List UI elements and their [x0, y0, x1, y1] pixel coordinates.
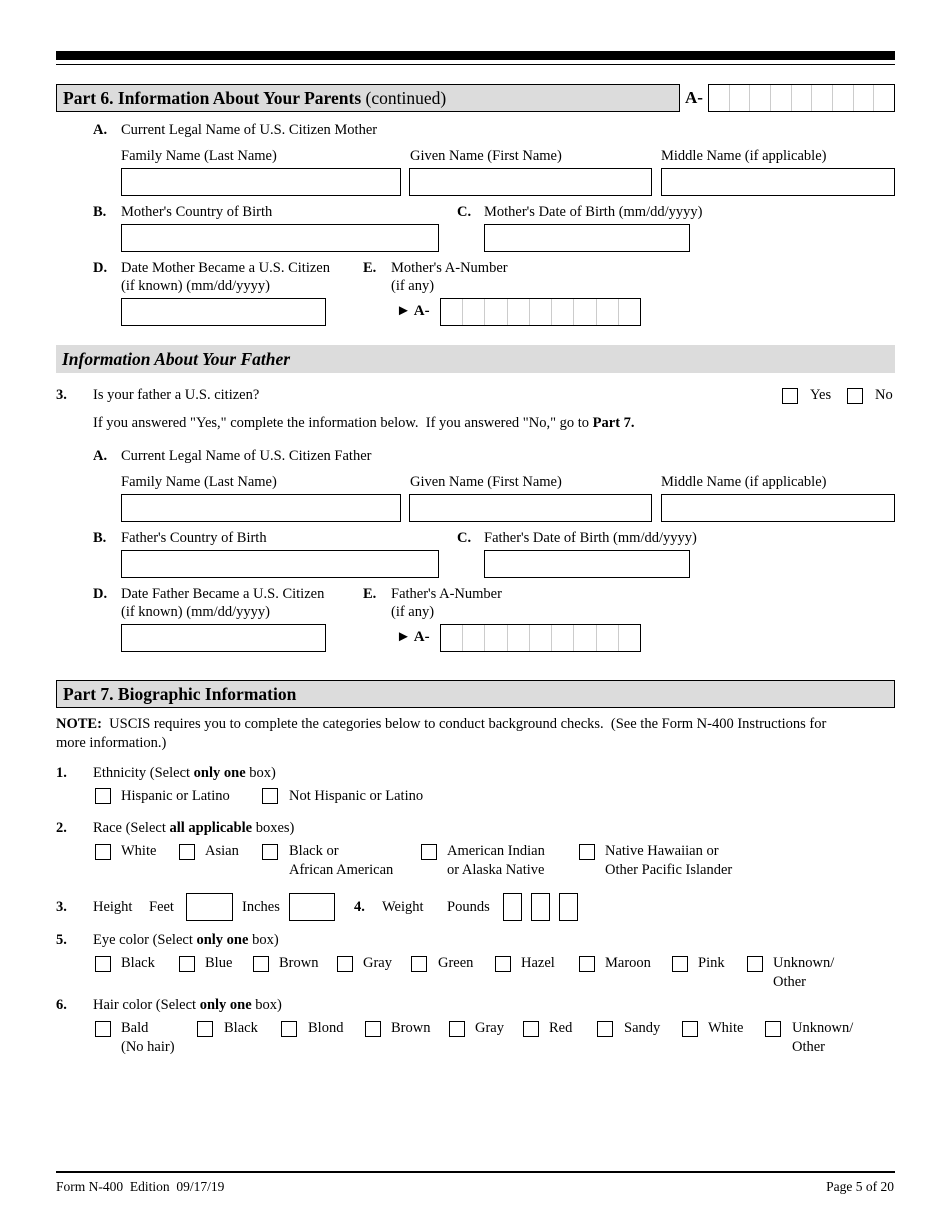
top-thick-rule: [56, 51, 895, 60]
hair-black-checkbox[interactable]: [197, 1021, 213, 1037]
father-section-header: Information About Your Father: [56, 345, 895, 373]
race-asian-checkbox[interactable]: [179, 844, 195, 860]
hair-white-checkbox[interactable]: [682, 1021, 698, 1037]
eye-blue-label: Blue: [205, 955, 233, 971]
hair-q-pre: Hair color (Select: [93, 997, 200, 1013]
pounds-label: Pounds: [447, 899, 490, 915]
ethnicity-not-hispanic-label: Not Hispanic or Latino: [289, 788, 424, 804]
hair-q-post: box): [251, 997, 282, 1013]
father-q-text: Is your father a U.S. citizen?: [93, 387, 260, 403]
part7-note-line1: [56, 716, 826, 733]
race-black-checkbox[interactable]: [262, 844, 278, 860]
father-citizen-date-field[interactable]: [121, 624, 326, 652]
eye-pink-label: Pink: [698, 955, 725, 971]
hair-black-label: Black: [224, 1020, 258, 1036]
part7-header: Part 7. Biographic Information: [56, 680, 895, 708]
mother-given-label: Given Name (First Name): [410, 148, 562, 164]
eye-q-pre: Eye color (Select: [93, 932, 197, 948]
mother-anumber-prefix: ► A-: [396, 303, 430, 319]
race-native-hawaiian-label2: Other Pacific Islander: [605, 862, 733, 878]
eye-hazel-checkbox[interactable]: [495, 956, 511, 972]
eye-pink-checkbox[interactable]: [672, 956, 688, 972]
race-q-bold: all applicable: [169, 820, 253, 836]
part7-note-line2: more information.): [56, 735, 167, 751]
race-asian-label: Asian: [205, 843, 239, 859]
father-given-label: Given Name (First Name): [410, 474, 562, 490]
race-native-hawaiian-label1: Native Hawaiian or: [605, 843, 719, 859]
top-thin-rule: [56, 64, 895, 65]
father-middle-label: Middle Name (if applicable): [661, 474, 827, 490]
note-label: NOTE:: [56, 716, 102, 732]
part6-header-title: Part 6. Information About Your Parents: [63, 88, 362, 108]
part6-header: [56, 84, 680, 112]
father-instructions-bold: Part 7.: [592, 415, 635, 431]
father-citizen-yes-checkbox[interactable]: [782, 388, 798, 404]
ethnicity-q-pre: Ethnicity (Select: [93, 765, 194, 781]
mother-a-letter: A.: [93, 122, 108, 138]
race-q-pre: Race (Select: [93, 820, 170, 836]
father-b-label: Father's Country of Birth: [121, 530, 267, 546]
mother-middle-name-field[interactable]: [661, 168, 895, 196]
father-citizen-yes-label: Yes: [810, 387, 832, 403]
hair-blond-label: Blond: [308, 1020, 344, 1036]
eye-question: [93, 932, 279, 949]
mother-e-label1: Mother's A-Number: [391, 260, 508, 276]
father-dob-field[interactable]: [484, 550, 690, 578]
weight-num: 4.: [354, 899, 365, 915]
mother-c-label: Mother's Date of Birth (mm/dd/yyyy): [484, 204, 703, 220]
footer-form-edition: Form N-400 Edition 09/17/19: [56, 1179, 225, 1194]
mother-middle-label: Middle Name (if applicable): [661, 148, 827, 164]
ethnicity-hispanic-label: Hispanic or Latino: [121, 788, 230, 804]
father-e-label1: Father's A-Number: [391, 586, 502, 602]
father-middle-name-field[interactable]: [661, 494, 895, 522]
eye-blue-checkbox[interactable]: [179, 956, 195, 972]
eye-maroon-label: Maroon: [605, 955, 651, 971]
mother-family-name-field[interactable]: [121, 168, 401, 196]
father-family-label: Family Name (Last Name): [121, 474, 277, 490]
mother-citizen-date-field[interactable]: [121, 298, 326, 326]
feet-label: Feet: [149, 899, 174, 915]
ethnicity-num: 1.: [56, 765, 67, 781]
hair-q-bold: only one: [199, 997, 252, 1013]
father-a-label: Current Legal Name of U.S. Citizen Father: [121, 448, 372, 464]
ethnicity-q-bold: only one: [193, 765, 246, 781]
ethnicity-hispanic-checkbox[interactable]: [95, 788, 111, 804]
mother-dob-field[interactable]: [484, 224, 690, 252]
hair-unknown-label2: Other: [792, 1039, 826, 1055]
race-american-indian-checkbox[interactable]: [421, 844, 437, 860]
hair-unknown-checkbox[interactable]: [765, 1021, 781, 1037]
race-q-post: boxes): [252, 820, 295, 836]
mother-a-label: Current Legal Name of U.S. Citizen Mother: [121, 122, 378, 138]
eye-green-label: Green: [438, 955, 474, 971]
race-american-indian-label2: or Alaska Native: [447, 862, 545, 878]
father-a-letter: A.: [93, 448, 108, 464]
race-native-hawaiian-checkbox[interactable]: [579, 844, 595, 860]
race-num: 2.: [56, 820, 67, 836]
eye-black-checkbox[interactable]: [95, 956, 111, 972]
eye-hazel-label: Hazel: [521, 955, 555, 971]
mother-b-letter: B.: [93, 204, 107, 220]
eye-q-post: box): [248, 932, 279, 948]
hair-red-label: Red: [549, 1020, 573, 1036]
mother-e-label2: (if any): [391, 278, 435, 294]
race-black-label1: Black or: [289, 843, 339, 859]
hair-sandy-label: Sandy: [624, 1020, 661, 1036]
note-text-1: USCIS requires you to complete the categories below to conduct background checks. (See the Form N-400 Instructions for: [101, 716, 827, 732]
mother-e-letter: E.: [363, 260, 377, 276]
weight-digit-2-field[interactable]: [531, 893, 550, 921]
father-d-letter: D.: [93, 586, 108, 602]
hair-bald-label2: (No hair): [121, 1039, 175, 1055]
hair-blond-checkbox[interactable]: [281, 1021, 297, 1037]
father-instructions-text: If you answered "Yes," complete the information below. If you answered "No," go to: [93, 415, 593, 431]
hair-unknown-label1: Unknown/: [792, 1020, 854, 1036]
father-c-label: Father's Date of Birth (mm/dd/yyyy): [484, 530, 697, 546]
hair-sandy-checkbox[interactable]: [597, 1021, 613, 1037]
father-c-letter: C.: [457, 530, 472, 546]
height-feet-field[interactable]: [186, 893, 233, 921]
father-citizen-no-checkbox[interactable]: [847, 388, 863, 404]
mother-given-name-field[interactable]: [409, 168, 652, 196]
father-instructions: [93, 415, 635, 432]
eye-gray-label: Gray: [363, 955, 392, 971]
father-given-name-field[interactable]: [409, 494, 652, 522]
eye-q-bold: only one: [196, 932, 249, 948]
weight-digit-1-field[interactable]: [503, 893, 522, 921]
weight-digit-3-field[interactable]: [559, 893, 578, 921]
mother-c-letter: C.: [457, 204, 472, 220]
race-white-label: White: [121, 843, 157, 859]
footer-page-number: Page 5 of 20: [826, 1179, 894, 1194]
eye-unknown-label1: Unknown/: [773, 955, 835, 971]
race-black-label2: African American: [289, 862, 394, 878]
footer-rule: [56, 1171, 895, 1173]
father-citizen-no-label: No: [875, 387, 893, 403]
ethnicity-not-hispanic-checkbox[interactable]: [262, 788, 278, 804]
father-country-birth-field[interactable]: [121, 550, 439, 578]
mother-country-birth-field[interactable]: [121, 224, 439, 252]
hair-question: [93, 997, 282, 1014]
hair-bald-label1: Bald: [121, 1020, 149, 1036]
hair-red-checkbox[interactable]: [523, 1021, 539, 1037]
a-number-header-field[interactable]: [708, 84, 895, 112]
mother-d-label2: (if known) (mm/dd/yyyy): [121, 278, 271, 294]
inches-label: Inches: [242, 899, 280, 915]
ethnicity-question: [93, 765, 276, 782]
race-question: [93, 820, 294, 837]
father-d-label2: (if known) (mm/dd/yyyy): [121, 604, 271, 620]
eye-black-label: Black: [121, 955, 155, 971]
eye-green-checkbox[interactable]: [411, 956, 427, 972]
mother-family-label: Family Name (Last Name): [121, 148, 277, 164]
eye-brown-checkbox[interactable]: [253, 956, 269, 972]
hair-num: 6.: [56, 997, 67, 1013]
mother-d-label1: Date Mother Became a U.S. Citizen: [121, 260, 330, 276]
father-e-letter: E.: [363, 586, 377, 602]
a-number-label: A-: [685, 88, 703, 107]
father-family-name-field[interactable]: [121, 494, 401, 522]
eye-maroon-checkbox[interactable]: [579, 956, 595, 972]
weight-label: Weight: [382, 899, 424, 915]
father-b-letter: B.: [93, 530, 107, 546]
hair-gray-checkbox[interactable]: [449, 1021, 465, 1037]
ethnicity-q-post: box): [245, 765, 276, 781]
eye-unknown-label2: Other: [773, 974, 807, 990]
part6-header-continued: (continued): [361, 88, 447, 108]
mother-d-letter: D.: [93, 260, 108, 276]
height-inches-field[interactable]: [289, 893, 335, 921]
father-q-num: 3.: [56, 387, 67, 403]
father-e-label2: (if any): [391, 604, 435, 620]
father-anumber-prefix: ► A-: [396, 629, 430, 645]
hair-gray-label: Gray: [475, 1020, 504, 1036]
hair-white-label: White: [708, 1020, 744, 1036]
hair-brown-label: Brown: [391, 1020, 431, 1036]
mother-anumber-field[interactable]: [440, 298, 641, 326]
hair-bald-checkbox[interactable]: [95, 1021, 111, 1037]
height-label: Height: [93, 899, 133, 915]
eye-unknown-checkbox[interactable]: [747, 956, 763, 972]
father-anumber-field[interactable]: [440, 624, 641, 652]
mother-b-label: Mother's Country of Birth: [121, 204, 273, 220]
race-american-indian-label1: American Indian: [447, 843, 545, 859]
father-d-label1: Date Father Became a U.S. Citizen: [121, 586, 325, 602]
eye-brown-label: Brown: [279, 955, 319, 971]
eye-num: 5.: [56, 932, 67, 948]
hair-brown-checkbox[interactable]: [365, 1021, 381, 1037]
race-white-checkbox[interactable]: [95, 844, 111, 860]
height-num: 3.: [56, 899, 67, 915]
eye-gray-checkbox[interactable]: [337, 956, 353, 972]
